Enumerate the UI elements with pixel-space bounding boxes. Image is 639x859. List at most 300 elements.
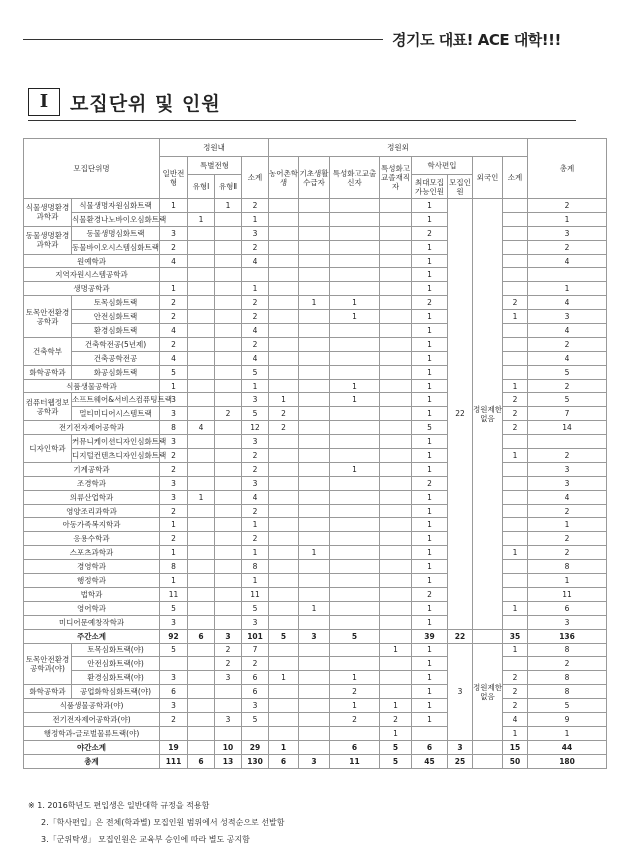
table-cell — [330, 615, 380, 629]
table-cell — [215, 476, 242, 490]
table-cell: 92 — [160, 629, 188, 643]
table-cell — [299, 587, 330, 601]
table-cell — [299, 560, 330, 574]
table-row — [24, 379, 607, 393]
table-row — [24, 587, 607, 601]
table-cell — [215, 379, 242, 393]
table-cell: 10 — [215, 740, 242, 754]
table-cell: 2 — [242, 504, 269, 518]
table-cell — [299, 504, 330, 518]
table-cell — [299, 532, 330, 546]
table-cell — [215, 587, 242, 601]
table-cell — [299, 407, 330, 421]
table-cell — [242, 268, 269, 282]
table-cell — [380, 449, 412, 463]
table-cell: 11 — [330, 754, 380, 768]
table-cell: 1 — [503, 449, 528, 463]
table-cell — [299, 657, 330, 671]
table-cell: 4 — [242, 324, 269, 338]
table-cell — [215, 254, 242, 268]
table-cell: 2 — [215, 407, 242, 421]
table-cell: 3 — [160, 393, 188, 407]
table-cell — [215, 546, 242, 560]
table-cell: 9 — [528, 712, 607, 726]
track-name: 건축학전공(5년제) — [72, 337, 160, 351]
table-cell — [299, 476, 330, 490]
table-cell — [215, 601, 242, 615]
table-cell: 14 — [528, 421, 607, 435]
table-cell — [188, 587, 215, 601]
table-row — [24, 504, 607, 518]
table-row — [24, 324, 607, 338]
table-cell: 1 — [503, 546, 528, 560]
track-name: 멀티미디어시스템트랙 — [72, 407, 160, 421]
table-cell — [269, 268, 299, 282]
table-cell — [330, 435, 380, 449]
table-cell — [330, 324, 380, 338]
table-row — [24, 574, 607, 588]
table-cell — [330, 726, 380, 740]
table-cell — [269, 324, 299, 338]
table-cell: 44 — [528, 740, 607, 754]
unit-name: 스포츠과학과 — [24, 546, 160, 560]
unit-name: 아동가족복지학과 — [24, 518, 160, 532]
department-name: 컴퓨터웹정보공학과 — [24, 393, 72, 421]
table-cell — [299, 240, 330, 254]
table-cell — [299, 212, 330, 226]
unit-name: 지역자원시스템공학과 — [24, 268, 160, 282]
table-cell: 1 — [215, 199, 242, 213]
table-cell — [269, 726, 299, 740]
table-cell: 2 — [330, 685, 380, 699]
table-cell — [380, 574, 412, 588]
track-name: 공업화학심화트랙(야) — [72, 685, 160, 699]
unit-name: 행정학과-글로벌물류트랙(야) — [24, 726, 160, 740]
table-cell: 1 — [528, 212, 607, 226]
table-cell: 1 — [330, 379, 380, 393]
table-cell: 3 — [528, 310, 607, 324]
table-cell — [269, 532, 299, 546]
table-cell — [269, 462, 299, 476]
unit-name: 전기전자제어공학과(야) — [24, 712, 160, 726]
header-type2: 유형Ⅱ — [215, 175, 242, 199]
table-cell: 2 — [160, 712, 188, 726]
table-cell — [473, 740, 503, 754]
table-cell: 1 — [412, 532, 448, 546]
table-cell — [215, 365, 242, 379]
table-cell: 35 — [503, 629, 528, 643]
table-cell — [188, 407, 215, 421]
header-rule — [23, 39, 383, 40]
table-cell: 3 — [160, 435, 188, 449]
table-cell — [188, 449, 215, 463]
table-cell — [299, 726, 330, 740]
table-cell: 2 — [242, 449, 269, 463]
table-cell — [503, 532, 528, 546]
table-cell — [188, 601, 215, 615]
table-cell — [299, 393, 330, 407]
table-cell — [503, 351, 528, 365]
table-cell: 50 — [503, 754, 528, 768]
table-cell — [330, 449, 380, 463]
table-row — [24, 310, 607, 324]
table-cell: 1 — [412, 712, 448, 726]
table-cell — [269, 712, 299, 726]
table-cell: 1 — [412, 449, 448, 463]
table-cell — [299, 712, 330, 726]
table-cell — [188, 351, 215, 365]
table-cell — [299, 518, 330, 532]
table-cell: 6 — [528, 601, 607, 615]
table-cell: 2 — [269, 421, 299, 435]
table-cell — [380, 615, 412, 629]
table-cell — [330, 254, 380, 268]
table-cell: 6 — [242, 685, 269, 699]
table-cell — [473, 754, 503, 768]
table-cell: 136 — [528, 629, 607, 643]
table-cell — [188, 546, 215, 560]
table-cell: 5 — [528, 393, 607, 407]
table-cell — [188, 726, 215, 740]
foreign-merged: 정원제한없음 — [473, 199, 503, 630]
grand-total-row — [24, 754, 607, 768]
table-cell — [269, 365, 299, 379]
table-cell — [160, 268, 188, 282]
table-cell: 5 — [380, 740, 412, 754]
table-cell: 1 — [330, 310, 380, 324]
table-cell: 7 — [528, 407, 607, 421]
table-cell: 1 — [330, 296, 380, 310]
table-cell: 4 — [503, 712, 528, 726]
table-cell — [299, 365, 330, 379]
header-recruit: 모집인원 — [448, 175, 473, 199]
table-row — [24, 449, 607, 463]
table-cell: 4 — [528, 324, 607, 338]
table-cell: 2 — [242, 240, 269, 254]
table-cell: 6 — [412, 740, 448, 754]
department-name: 토목안전환경공학과(야) — [24, 643, 72, 685]
table-cell — [503, 337, 528, 351]
table-cell — [330, 643, 380, 657]
table-cell: 3 — [160, 699, 188, 713]
foreign-merged: 정원제한없음 — [473, 643, 503, 740]
table-cell: 1 — [188, 490, 215, 504]
table-cell: 2 — [269, 407, 299, 421]
table-cell — [299, 254, 330, 268]
table-cell — [299, 421, 330, 435]
table-cell — [299, 740, 330, 754]
table-cell — [269, 449, 299, 463]
table-cell: 2 — [528, 337, 607, 351]
table-cell: 2 — [160, 462, 188, 476]
track-name: 커뮤니케이션디자인심화트랙 — [72, 435, 160, 449]
table-cell: 3 — [242, 226, 269, 240]
table-cell: 1 — [160, 574, 188, 588]
table-cell — [380, 518, 412, 532]
table-cell — [299, 310, 330, 324]
header-out-quota: 정원외 — [269, 139, 528, 157]
table-body — [24, 199, 607, 769]
table-cell: 6 — [242, 671, 269, 685]
table-cell: 2 — [242, 310, 269, 324]
table-cell: 2 — [242, 657, 269, 671]
recruit-merged: 22 — [448, 199, 473, 630]
table-cell — [330, 268, 380, 282]
table-cell — [330, 657, 380, 671]
table-cell: 1 — [412, 365, 448, 379]
unit-name: 의류산업학과 — [24, 490, 160, 504]
track-name: 식물환경나노바이오심화트랙 — [72, 212, 160, 226]
table-cell — [380, 407, 412, 421]
table-cell — [188, 365, 215, 379]
table-cell — [188, 657, 215, 671]
table-cell: 5 — [160, 601, 188, 615]
table-cell — [215, 726, 242, 740]
table-cell — [215, 240, 242, 254]
table-row — [24, 726, 607, 740]
table-cell: 2 — [503, 407, 528, 421]
table-cell: 2 — [503, 685, 528, 699]
table-cell: 1 — [242, 546, 269, 560]
unit-name: 경영학과 — [24, 560, 160, 574]
table-cell — [215, 421, 242, 435]
table-cell — [380, 671, 412, 685]
table-cell — [215, 212, 242, 226]
table-cell — [299, 199, 330, 213]
table-cell: 8 — [528, 685, 607, 699]
table-cell — [380, 199, 412, 213]
recruit-merged: 3 — [448, 643, 473, 740]
table-cell: 2 — [242, 296, 269, 310]
table-cell: 4 — [528, 254, 607, 268]
department-name: 화학공학과 — [24, 685, 72, 699]
table-cell — [188, 643, 215, 657]
table-cell: 6 — [269, 754, 299, 768]
track-name: 안전심화트랙(야) — [72, 657, 160, 671]
track-name: 동물생명심화트랙 — [72, 226, 160, 240]
table-cell: 1 — [242, 574, 269, 588]
table-cell — [299, 324, 330, 338]
table-cell: 1 — [412, 518, 448, 532]
table-cell — [188, 685, 215, 699]
header-in-quota: 정원내 — [160, 139, 269, 157]
table-cell: 2 — [412, 476, 448, 490]
table-cell — [188, 462, 215, 476]
table-cell: 4 — [188, 421, 215, 435]
table-row — [24, 546, 607, 560]
table-cell — [299, 574, 330, 588]
table-row — [24, 337, 607, 351]
table-cell: 6 — [188, 629, 215, 643]
table-cell: 13 — [215, 754, 242, 768]
table-cell — [215, 574, 242, 588]
table-cell — [299, 226, 330, 240]
table-cell — [330, 407, 380, 421]
table-cell — [380, 685, 412, 699]
table-cell: 4 — [242, 254, 269, 268]
table-row — [24, 199, 607, 213]
table-cell: 1 — [330, 393, 380, 407]
table-cell: 2 — [412, 226, 448, 240]
table-cell — [380, 379, 412, 393]
table-cell: 1 — [380, 726, 412, 740]
header-subtotal-in: 소계 — [242, 157, 269, 199]
table-cell: 3 — [160, 407, 188, 421]
table-cell — [380, 435, 412, 449]
table-cell — [269, 310, 299, 324]
table-cell: 111 — [160, 754, 188, 768]
table-cell — [503, 490, 528, 504]
table-cell: 2 — [242, 462, 269, 476]
header-basic: 기초생활수급자 — [299, 157, 330, 199]
table-cell — [330, 574, 380, 588]
table-cell — [160, 657, 188, 671]
table-cell: 1 — [412, 310, 448, 324]
table-cell — [215, 532, 242, 546]
table-cell: 1 — [160, 379, 188, 393]
track-name: 안전심화트랙 — [72, 310, 160, 324]
table-cell — [330, 490, 380, 504]
table-cell — [215, 699, 242, 713]
unit-name: 응용수학과 — [24, 532, 160, 546]
table-cell — [188, 379, 215, 393]
table-cell: 1 — [412, 324, 448, 338]
table-cell — [299, 282, 330, 296]
table-cell — [380, 476, 412, 490]
table-cell — [269, 504, 299, 518]
table-cell: 2 — [160, 296, 188, 310]
table-cell — [380, 532, 412, 546]
table-cell: 1 — [412, 490, 448, 504]
table-cell: 180 — [528, 754, 607, 768]
table-cell: 1 — [412, 699, 448, 713]
table-cell — [380, 490, 412, 504]
table-cell: 3 — [528, 226, 607, 240]
table-cell — [215, 462, 242, 476]
table-cell: 2 — [160, 449, 188, 463]
table-cell — [330, 365, 380, 379]
table-cell — [188, 560, 215, 574]
table-cell: 2 — [160, 337, 188, 351]
table-cell — [269, 282, 299, 296]
table-cell — [215, 685, 242, 699]
table-cell: 5 — [242, 712, 269, 726]
table-cell — [503, 254, 528, 268]
table-cell — [269, 435, 299, 449]
table-cell: 1 — [242, 379, 269, 393]
table-cell — [299, 435, 330, 449]
table-cell: 15 — [503, 740, 528, 754]
table-cell: 1 — [269, 671, 299, 685]
header-subtotal-out: 소계 — [503, 157, 528, 199]
table-cell: 1 — [299, 546, 330, 560]
admission-table — [23, 138, 607, 769]
table-cell — [188, 268, 215, 282]
table-cell — [215, 310, 242, 324]
table-cell: 2 — [503, 296, 528, 310]
table-cell: 5 — [269, 629, 299, 643]
table-cell — [215, 504, 242, 518]
table-cell: 1 — [242, 518, 269, 532]
table-row — [24, 393, 607, 407]
table-cell — [188, 226, 215, 240]
table-cell: 1 — [330, 671, 380, 685]
table-cell — [330, 199, 380, 213]
table-cell — [299, 449, 330, 463]
table-cell — [269, 490, 299, 504]
track-name: 토목심화트랙(야) — [72, 643, 160, 657]
table-cell — [269, 337, 299, 351]
table-cell: 3 — [528, 615, 607, 629]
table-cell — [299, 268, 330, 282]
table-cell: 1 — [412, 435, 448, 449]
table-cell — [380, 504, 412, 518]
table-cell — [188, 699, 215, 713]
table-cell — [188, 740, 215, 754]
table-cell: 1 — [503, 310, 528, 324]
table-cell — [380, 310, 412, 324]
table-cell: 4 — [242, 351, 269, 365]
table-cell — [269, 476, 299, 490]
table-cell: 4 — [242, 490, 269, 504]
table-cell — [215, 490, 242, 504]
table-row — [24, 712, 607, 726]
table-cell: 1 — [503, 726, 528, 740]
table-cell — [299, 671, 330, 685]
table-cell — [503, 282, 528, 296]
table-cell: 1 — [528, 282, 607, 296]
table-cell: 3 — [215, 712, 242, 726]
department-name: 식물생명환경과학과 — [24, 199, 72, 227]
table-cell — [215, 296, 242, 310]
table-cell — [299, 685, 330, 699]
table-cell — [503, 212, 528, 226]
table-row — [24, 240, 607, 254]
unit-name: 법학과 — [24, 587, 160, 601]
department-name: 화학공학과 — [24, 365, 72, 379]
table-cell: 8 — [528, 671, 607, 685]
table-cell — [269, 601, 299, 615]
table-cell: 1 — [242, 212, 269, 226]
table-cell: 45 — [412, 754, 448, 768]
table-cell — [269, 254, 299, 268]
table-cell — [188, 199, 215, 213]
table-cell — [503, 657, 528, 671]
table-cell: 2 — [242, 337, 269, 351]
table-cell: 5 — [380, 754, 412, 768]
table-cell: 3 — [160, 671, 188, 685]
table-cell — [188, 337, 215, 351]
table-cell: 4 — [160, 351, 188, 365]
track-name: 토목심화트랙 — [72, 296, 160, 310]
unit-name: 식품생물공학과 — [24, 379, 160, 393]
note-3: 3.「군위탁생」 모집인원은 교육부 승인에 따라 별도 공지함 — [41, 835, 250, 844]
table-cell: 5 — [160, 365, 188, 379]
table-cell — [503, 476, 528, 490]
table-cell: 19 — [160, 740, 188, 754]
table-cell — [380, 240, 412, 254]
table-cell: 2 — [528, 504, 607, 518]
table-cell: 2 — [503, 671, 528, 685]
table-cell — [269, 351, 299, 365]
table-cell — [269, 685, 299, 699]
table-cell — [188, 393, 215, 407]
table-cell — [215, 393, 242, 407]
table-cell — [380, 226, 412, 240]
table-cell — [330, 240, 380, 254]
table-cell: 1 — [528, 726, 607, 740]
table-cell: 3 — [242, 393, 269, 407]
